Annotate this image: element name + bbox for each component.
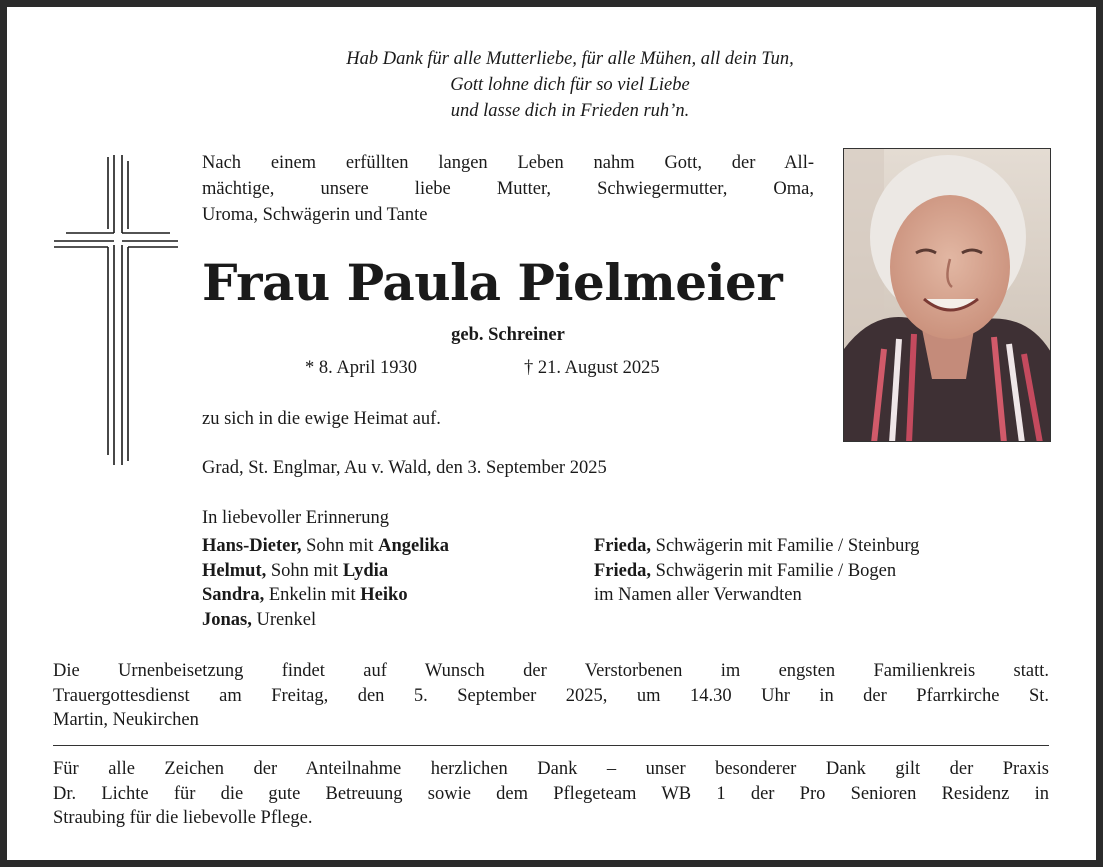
mourner-relation: Urenkel [251,609,317,630]
birth-name: geb. Schreiner [451,325,565,345]
deceased-name: Frau Paula Pielmeier [202,253,783,312]
mourners-right [594,534,919,608]
birth-date: * 8. April 1930 [305,358,418,378]
intro-line: mächtige, unsere liebe Mutter, Schwiegermutter, Oma, [202,179,814,199]
mourner-name: Helmut, [202,560,267,581]
cross-icon [50,155,182,467]
mourner-relation: Sohn mit [266,560,343,581]
mourner-relation: Schwägerin mit Familie / Steinburg [651,536,920,556]
mourner-row [594,583,919,608]
mourner-row [594,559,919,584]
thanks-line: Straubing für die liebevolle Pflege. [53,808,313,828]
intro-line: Uroma, Schwägerin und Tante [202,205,428,225]
mourner-row [202,534,449,559]
verse-line: Gott lohne dich für so viel Liebe [450,75,690,95]
intro-text [202,150,814,228]
intro-line: Nach einem erfüllten langen Leben nahm Gott, der All- [202,153,814,173]
mourner-name: Sandra, [202,585,265,605]
funeral-info [53,659,1049,733]
death-date: † 21. August 2025 [524,358,660,378]
thanks-text [53,757,1049,831]
verse-line: und lasse dich in Frieden ruh’n. [450,101,690,121]
mourner-relation: Enkelin mit [264,585,361,605]
memorial-verse [220,46,920,124]
mourner-name: Jonas, [202,609,252,630]
thanks-line: Für alle Zeichen der Anteilnahme herzlichen Dank – unser besonderer Dank gilt der Praxis [53,759,1049,779]
funeral-line: Die Urnenbeisetzung findet auf Wunsch der Verstorbenen im engsten Familienkreis statt. [53,661,1049,681]
mourner-name: Hans-Dieter, [202,536,302,556]
mourner-name: Frieda, [594,560,652,581]
mourner-relation: Schwägerin mit Familie / Bogen [651,560,897,581]
mourner-partner: Angelika [378,536,450,556]
verse-line: Hab Dank für alle Mutterliebe, für alle Mühen, all dein Tun, [346,49,794,69]
place-date: Grad, St. Englmar, Au v. Wald, den 3. September 2025 [202,458,607,478]
mourner-row [202,608,449,633]
mourner-partner: Lydia [342,560,389,581]
mourner-row [594,534,919,559]
mourner-name: Frieda, [594,536,652,556]
mourner-relation: Sohn mit [301,536,379,556]
funeral-line: Trauergottesdienst am Freitag, den 5. September 2025, um 14.30 Uhr in der Pfarrkirche St. [53,685,1049,706]
mourners-left [202,534,449,632]
mourner-row [202,583,449,608]
mourner-relation: im Namen aller Verwandten [594,585,802,605]
divider [53,745,1049,746]
heimat-line: zu sich in die ewige Heimat auf. [202,409,441,429]
memory-heading: In liebevoller Erinnerung [202,508,389,528]
portrait-illustration [844,149,1051,442]
funeral-line: Martin, Neukirchen [53,710,199,730]
mourner-row [202,559,449,584]
thanks-line: Dr. Lichte für die gute Betreuung sowie dem Pflegeteam WB 1 der Pro Senioren Residenz in [53,783,1049,804]
portrait-photo [843,148,1051,442]
mourner-partner: Heiko [360,585,408,605]
